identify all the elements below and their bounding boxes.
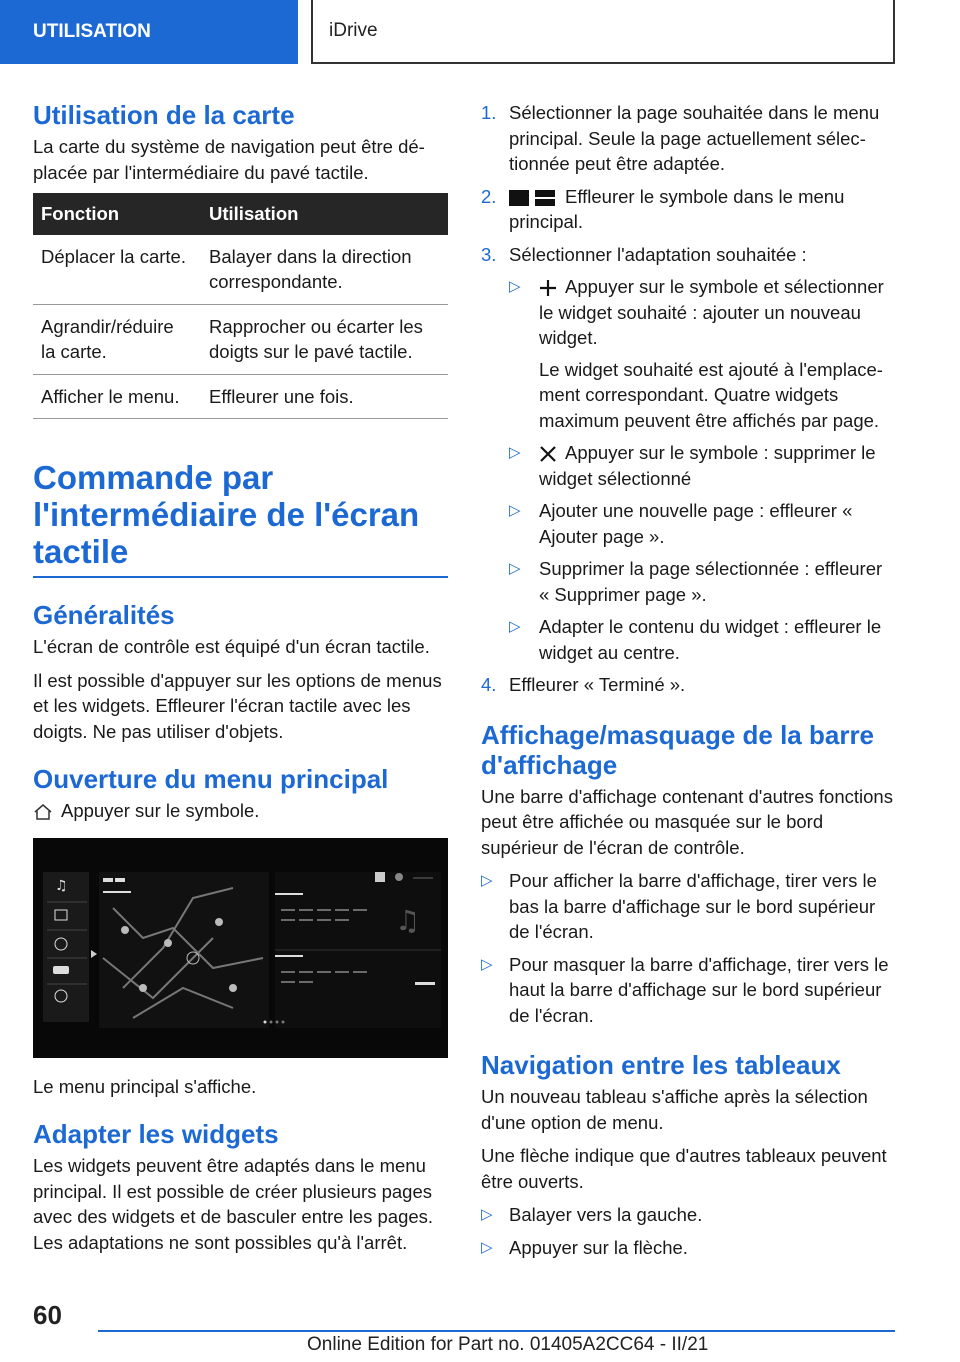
paragraph-menu-affiche: Le menu principal s'affiche.: [33, 1075, 257, 1097]
heading-commande-ecran-tactile: Commande par l'intermédiaire de l'écran tactile: [33, 459, 448, 578]
list-item: [509, 440, 897, 491]
paragraph-general-2: Il est possible d'appuyer sur les options de menus et les widgets. Effleurer l'écran tactile avec les doigts. Ne pas utiliser d'objets.: [33, 669, 442, 742]
sub-note: Le widget souhaité est ajouté à l'emplacement correspondant. Quatre widgets maximum peuvent être affichés par page.: [539, 358, 883, 431]
heading-utilisation-carte: Utilisation de la carte: [33, 100, 295, 130]
list-item: [509, 274, 897, 433]
bullet-triangle-icon: ▷: [509, 618, 521, 635]
list-item: [481, 868, 897, 945]
bullet-triangle-icon: ▷: [509, 444, 521, 461]
list-item: [481, 242, 897, 666]
bullet-triangle-icon: ▷: [481, 955, 493, 973]
paragraph-carte: La carte du système de navigation peut être déplacée par l'intermédiaire du pavé tactile.: [33, 136, 425, 183]
edition-footer: Online Edition for Part no. 01405A2CC64 - II/21: [307, 1334, 709, 1355]
step-text: Effleurer « Terminé ».: [509, 674, 686, 695]
ouverture-text: Appuyer sur le symbole.: [61, 800, 260, 821]
list-item: [509, 556, 897, 607]
paragraph-general-1: L'écran de contrôle est équipé d'un écran tactile.: [33, 636, 430, 657]
home-icon: [33, 803, 53, 821]
bullet-triangle-icon: ▷: [481, 1238, 493, 1256]
heading-adapter-widgets: Adapter les widgets: [33, 1119, 279, 1149]
table-cell: Effleurer une fois.: [201, 374, 448, 419]
list-item: [509, 614, 897, 665]
table-cell: Balayer dans la direction correspondante.: [201, 235, 448, 305]
sub-text: Appuyer sur le symbole : supprimer le widget sélectionné: [539, 442, 876, 489]
heading-navigation-tableaux: Navigation entre les tableaux: [481, 1050, 841, 1080]
widgets-grid-icon: [509, 190, 557, 206]
sub-text: Adapter le contenu du widget : effleurer le widget au centre.: [539, 616, 882, 663]
svg-text:♫: ♫: [395, 903, 421, 937]
plus-icon: [539, 279, 557, 297]
sub-text: Appuyer sur le symbole et sélectionner le widget souhaité : ajouter un nouveau widget.: [539, 276, 884, 348]
list-item: [481, 1235, 897, 1261]
bullet-triangle-icon: ▷: [509, 560, 521, 577]
table-row: [33, 374, 448, 419]
bullet-triangle-icon: ▷: [481, 872, 493, 889]
paragraph-barre: Une barre d'affichage contenant d'autres fonctions peut être affichée ou masquée sur le bord supérieur de l'écran de contrôle.: [481, 785, 893, 858]
heading-generalites: Généralités: [33, 600, 175, 630]
footer-divider: [98, 1330, 895, 1332]
bullet-text: Balayer vers la gauche.: [509, 1204, 703, 1225]
table-header-fonction: Fonction: [33, 193, 201, 235]
heading-ouverture-menu: Ouverture du menu principal: [33, 764, 389, 794]
bullet-text: Pour masquer la barre d'affichage, tirer vers le haut la barre d'affichage sur le bord supérieur de l'écran.: [509, 953, 889, 1026]
svg-text:♫: ♫: [55, 877, 68, 894]
table-header-utilisation: Utilisation: [201, 193, 448, 235]
page-number: 60: [33, 1300, 62, 1330]
list-item: [481, 184, 897, 235]
table-cell: Rapprocher ou écarter les doigts sur le pavé tactile.: [201, 304, 448, 374]
chapter-title: iDrive: [311, 0, 895, 64]
list-item: [481, 952, 897, 1029]
step-text: Sélectionner la page souhaitée dans le menu principal. Seule la page actuellement sélectionnée peut être adaptée.: [509, 102, 880, 174]
function-table: [33, 193, 448, 419]
table-cell: Déplacer la carte.: [33, 235, 201, 305]
list-item: [481, 672, 897, 698]
table-row: [33, 304, 448, 374]
bullet-text: Pour afficher la barre d'affichage, tirer vers le bas la barre d'affichage sur le bord supérieur de l'écran.: [509, 870, 877, 942]
bullet-triangle-icon: ▷: [481, 1206, 493, 1223]
right-column: [481, 100, 897, 1267]
left-column: [33, 100, 448, 1263]
step-number: 3.: [481, 243, 497, 265]
section-tab: UTILISATION: [0, 0, 298, 64]
sub-text: Ajouter une nouvelle page : effleurer « Ajouter page ».: [539, 500, 853, 547]
paragraph-ouverture: [33, 798, 448, 824]
step-number: 2.: [481, 185, 497, 207]
list-item: [509, 498, 897, 549]
main-menu-screenshot: [33, 838, 448, 1058]
paragraph-nav-1: Un nouveau tableau s'affiche après la sélection d'une option de menu.: [481, 1086, 868, 1133]
step-number: 1.: [481, 102, 497, 123]
table-cell: Agrandir/réduire la carte.: [33, 304, 201, 374]
paragraph-widgets: Les widgets peuvent être adaptés dans le menu principal. Il est possible de créer plusieurs pages avec des widgets et de basculer entre les pages. Les adaptations ne sont possibles qu'à l'arrêt.: [33, 1155, 434, 1253]
paragraph-nav-2: Une flèche indique que d'autres tableaux peuvent être ouverts.: [481, 1145, 887, 1192]
bullet-triangle-icon: ▷: [509, 278, 521, 295]
sub-text: Supprimer la page sélectionnée : effleurer « Supprimer page ».: [539, 558, 883, 605]
bullet-text: Appuyer sur la flèche.: [509, 1236, 688, 1258]
list-item: [481, 100, 897, 177]
list-item: [481, 1202, 897, 1228]
step-text: Effleurer le symbole dans le menu principal.: [509, 185, 845, 232]
main-menu-illustration: [33, 838, 448, 1058]
step-text: Sélectionner l'adaptation souhaitée :: [509, 243, 807, 265]
step-number: 4.: [481, 674, 497, 695]
table-cell: Afficher le menu.: [33, 374, 201, 419]
bullet-triangle-icon: ▷: [509, 502, 521, 519]
close-icon: [539, 445, 557, 463]
heading-barre-affichage: Affichage/masquage de la barre d'affichage: [481, 719, 875, 780]
table-row: [33, 235, 448, 305]
